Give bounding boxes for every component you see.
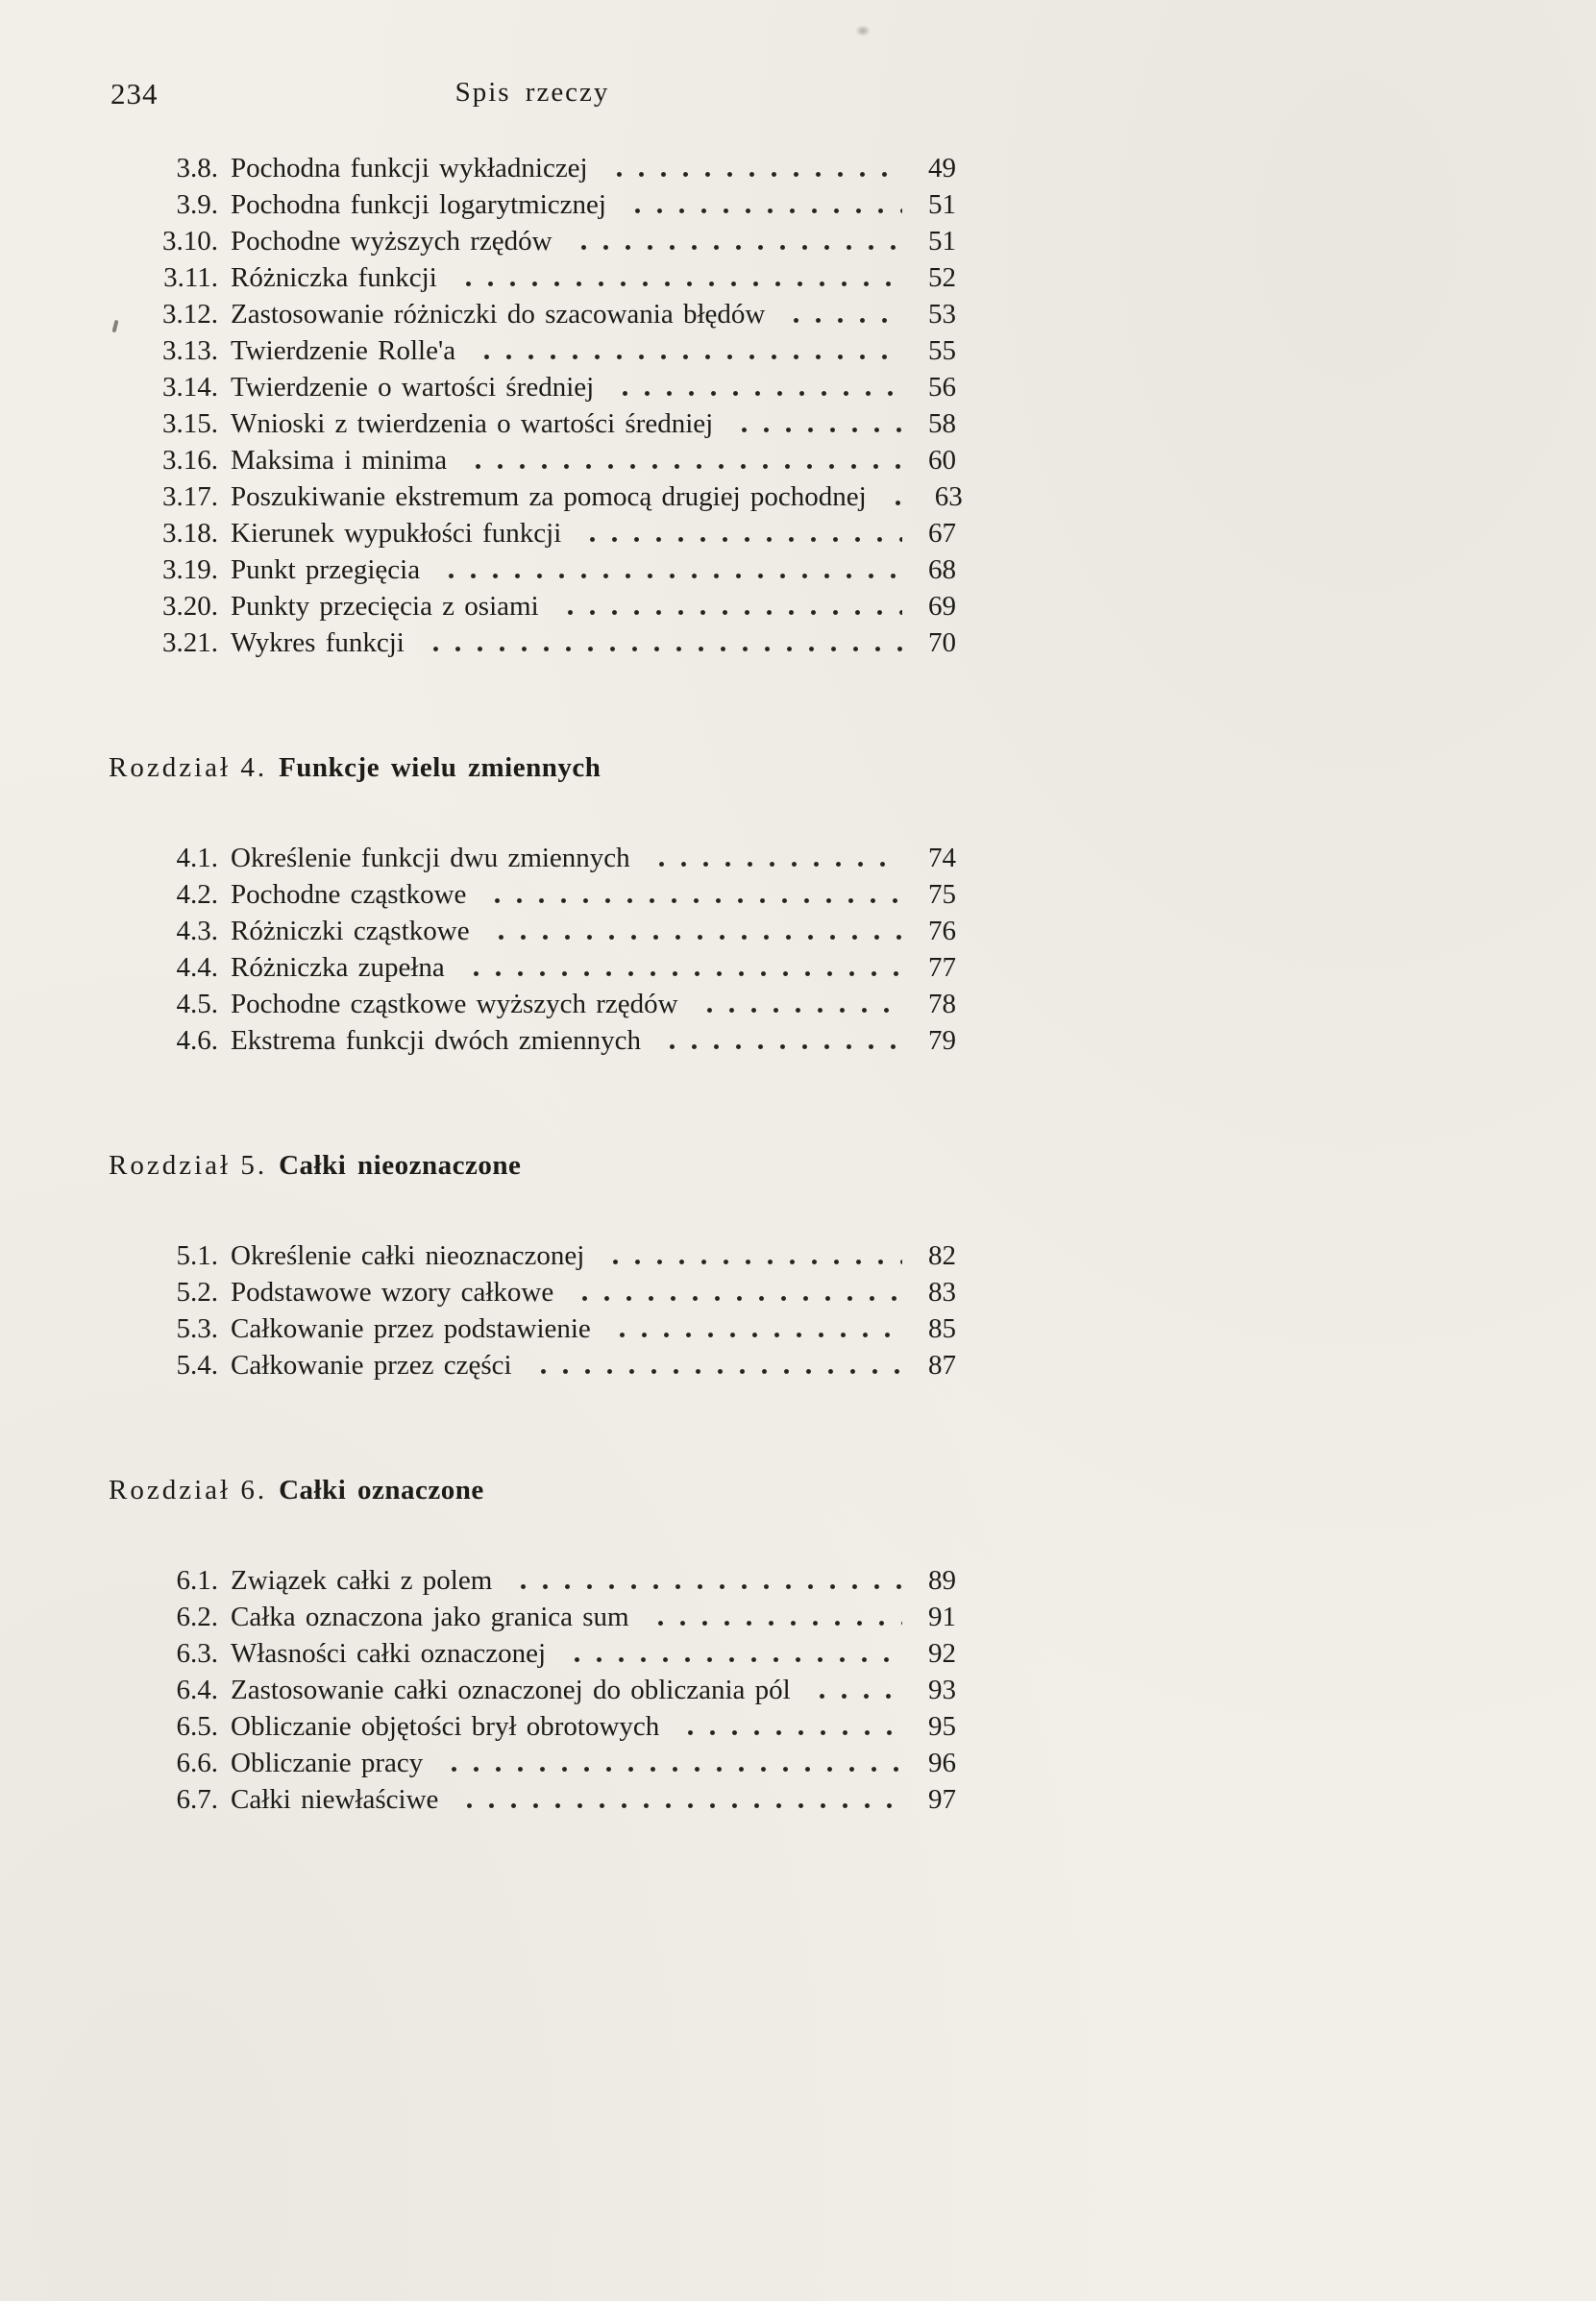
dot-leader [782,318,902,323]
entry-number: 3.20. [162,591,218,622]
toc-entry-row [109,515,956,551]
entry-number: 3.14. [162,372,218,403]
chapter-heading [109,1472,956,1508]
entry-title: Całka oznaczona jako granica sum [231,1602,629,1632]
entry-number: 5.3. [176,1313,218,1344]
entry-number: 4.3. [176,916,218,946]
entry-page-number: 96 [928,1748,956,1778]
entry-page-number: 55 [928,335,956,366]
entry-page-number: 52 [928,262,956,293]
entry-page-number: 77 [928,952,956,983]
entry-number: 3.18. [162,518,218,549]
dot-leader [487,935,902,940]
entry-title: Związek całki z polem [231,1565,493,1596]
entry-title: Wnioski z twierdzenia o wartości średniej [231,408,714,439]
entry-page-number: 60 [928,445,956,476]
dot-leader [624,208,902,213]
entry-title: Twierdzenie Rolle'a [231,335,456,366]
toc-entry-row [109,1745,956,1781]
toc-entry-row [109,1347,956,1383]
entry-title: Obliczanie pracy [231,1748,424,1778]
toc-entry-row [109,442,956,478]
dot-leader [884,501,909,505]
dot-leader [608,1333,902,1337]
entry-title: Obliczanie objętości brył obrotowych [231,1711,660,1742]
toc-entry-row [109,405,956,442]
toc-entry-row [109,332,956,369]
page-number: 234 [110,77,159,110]
toc-entry-row [109,186,956,223]
chapter-heading-prefix: Rozdział 6. [109,1475,268,1505]
dot-leader [658,1044,902,1049]
chapter-heading-prefix: Rozdział 5. [109,1150,268,1181]
entry-number: 3.13. [162,335,218,366]
entry-title: Pochodne cząstkowe [231,879,467,910]
entry-page-number: 74 [928,843,956,873]
entry-page-number: 67 [928,518,956,549]
toc-entry-row [109,1672,956,1708]
chapter-heading-title: Funkcje wielu zmiennych [279,752,602,783]
entry-title: Zastosowanie całki oznaczonej do obliczania pól [231,1675,791,1705]
entry-page-number: 63 [934,481,963,512]
toc-entry-row [109,588,956,624]
dot-leader [602,1260,902,1264]
entry-number: 6.4. [176,1675,218,1705]
dot-leader [571,1296,902,1301]
entry-number: 5.2. [176,1277,218,1308]
entry-list [109,1562,956,1818]
entry-number: 3.10. [162,226,218,257]
entry-title: Punkt przegięcia [231,554,421,585]
entry-list [109,840,956,1059]
dot-leader [483,898,902,903]
entry-number: 4.6. [176,1025,218,1056]
entry-page-number: 51 [928,189,956,220]
entry-number: 4.5. [176,989,218,1019]
entry-title: Określenie całki nieoznaczonej [231,1240,585,1271]
entry-page-number: 69 [928,591,956,622]
dot-leader [473,355,902,359]
toc-entry-row [109,1237,956,1274]
toc-entry-row [109,624,956,661]
entry-page-number: 68 [928,554,956,585]
toc-entry-row [109,296,956,332]
entry-title: Punkty przecięcia z osiami [231,591,539,622]
entry-number: 3.9. [176,189,218,220]
entry-title: Różniczka funkcji [231,262,437,293]
toc-entry-row [109,551,956,588]
entry-title: Pochodna funkcji wykładniczej [231,153,588,184]
chapter-heading-title: Całki oznaczone [279,1475,484,1505]
entry-number: 6.3. [176,1638,218,1669]
toc-entry-row [109,1274,956,1310]
dot-leader [676,1730,902,1735]
entry-page-number: 87 [928,1350,956,1381]
running-head-title: Spis rzeczy [454,77,610,108]
dot-leader [556,610,902,615]
dot-leader [509,1584,902,1589]
page-header [109,77,956,117]
book-page [109,77,963,1818]
entry-page-number: 58 [928,408,956,439]
dot-leader [605,172,902,177]
dot-leader [455,1803,902,1808]
entry-number: 6.6. [176,1748,218,1778]
toc-entry-row [109,1599,956,1635]
chapter-heading [109,749,956,786]
entry-number: 3.16. [162,445,218,476]
dot-leader [422,647,902,651]
entry-page-number: 89 [928,1565,956,1596]
entry-title: Maksima i minima [231,445,448,476]
entry-number: 3.15. [162,408,218,439]
dot-leader [611,391,902,396]
toc-entry-row [109,1635,956,1672]
entry-list [109,150,963,661]
dot-leader [462,971,902,976]
entry-title: Wykres funkcji [231,627,405,658]
entry-title: Twierdzenie o wartości średniej [231,372,595,403]
dot-leader [570,245,902,250]
toc-entry-row [109,150,956,186]
dot-leader [647,1621,902,1626]
entry-page-number: 85 [928,1313,956,1344]
toc-entry-row [109,1708,956,1745]
entry-page-number: 53 [928,299,956,330]
entry-number: 3.12. [162,299,218,330]
toc-entry-row [109,1781,956,1818]
entry-number: 4.1. [176,843,218,873]
toc-entry-row [109,913,956,949]
toc-entry-row [109,369,956,405]
entry-title: Różniczka zupełna [231,952,445,983]
dot-leader [696,1008,902,1013]
entry-title: Pochodna funkcji logarytmicznej [231,189,606,220]
entry-title: Określenie funkcji dwu zmiennych [231,843,630,873]
entry-number: 6.1. [176,1565,218,1596]
toc-entry-row [109,949,956,986]
entry-page-number: 78 [928,989,956,1019]
dot-leader [454,282,902,286]
entry-list [109,1237,956,1383]
entry-number: 3.19. [162,554,218,585]
toc [109,150,963,1818]
toc-entry-row [109,223,956,259]
scan-smudge [855,25,871,37]
entry-title: Pochodne cząstkowe wyższych rzędów [231,989,678,1019]
entry-number: 6.7. [176,1784,218,1815]
toc-entry-row [109,259,956,296]
toc-entry-row [109,876,956,913]
entry-page-number: 97 [928,1784,956,1815]
toc-entry-row [109,986,956,1022]
entry-title: Podstawowe wzory całkowe [231,1277,554,1308]
entry-number: 4.4. [176,952,218,983]
entry-title: Własności całki oznaczonej [231,1638,547,1669]
entry-title: Całki niewłaściwe [231,1784,439,1815]
entry-page-number: 93 [928,1675,956,1705]
dot-leader [464,464,902,469]
dot-leader [730,428,902,432]
entry-number: 3.11. [163,262,218,293]
dot-leader [808,1694,902,1699]
dot-leader [440,1767,902,1772]
entry-page-number: 79 [928,1025,956,1056]
entry-number: 3.8. [176,153,218,184]
toc-entry-row [109,1022,956,1059]
dot-leader [437,574,902,578]
entry-page-number: 51 [928,226,956,257]
entry-page-number: 56 [928,372,956,403]
chapter-heading [109,1147,956,1184]
entry-number: 5.4. [176,1350,218,1381]
entry-page-number: 70 [928,627,956,658]
entry-title: Różniczki cząstkowe [231,916,470,946]
entry-title: Poszukiwanie ekstremum za pomocą drugiej pochodnej [231,481,867,512]
entry-page-number: 92 [928,1638,956,1669]
entry-page-number: 49 [928,153,956,184]
dot-leader [648,862,902,867]
entry-title: Całkowanie przez podstawienie [231,1313,591,1344]
entry-number: 3.17. [162,481,218,512]
dot-leader [578,537,902,542]
entry-page-number: 95 [928,1711,956,1742]
toc-entry-row [109,1562,956,1599]
entry-number: 3.21. [162,627,218,658]
entry-title: Zastosowanie różniczki do szacowania błędów [231,299,766,330]
entry-page-number: 91 [928,1602,956,1632]
entry-number: 6.5. [176,1711,218,1742]
entry-page-number: 83 [928,1277,956,1308]
dot-leader [563,1657,902,1662]
toc-entry-row [109,478,963,515]
entry-title: Całkowanie przez części [231,1350,512,1381]
entry-number: 4.2. [176,879,218,910]
entry-number: 5.1. [176,1240,218,1271]
dot-leader [529,1369,902,1374]
entry-title: Ekstrema funkcji dwóch zmiennych [231,1025,641,1056]
chapter-heading-prefix: Rozdział 4. [109,752,268,783]
toc-entry-row [109,840,956,876]
entry-title: Pochodne wyższych rzędów [231,226,552,257]
entry-title: Kierunek wypukłości funkcji [231,518,562,549]
entry-page-number: 75 [928,879,956,910]
chapter-heading-title: Całki nieoznaczone [279,1150,522,1181]
entry-number: 6.2. [176,1602,218,1632]
toc-entry-row [109,1310,956,1347]
entry-page-number: 76 [928,916,956,946]
entry-page-number: 82 [928,1240,956,1271]
